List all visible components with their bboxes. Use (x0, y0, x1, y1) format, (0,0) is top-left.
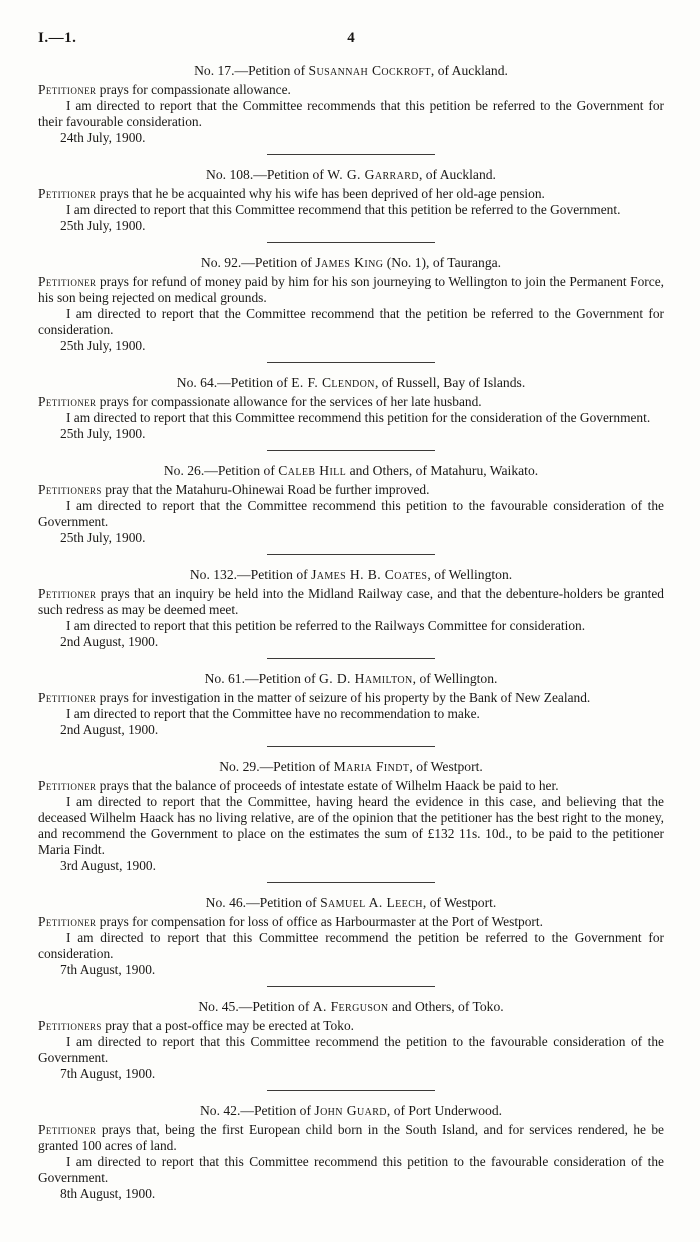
petitioner-lead: Petitioner (38, 690, 97, 705)
petitioner-name: G. D. Hamilton (319, 671, 413, 686)
section-divider (267, 986, 435, 987)
section-divider (267, 554, 435, 555)
petitioner-name: A. Ferguson (312, 999, 389, 1014)
committee-report: I am directed to report that this Committee recommend the petition be referred to the Government for consideration. (38, 930, 664, 961)
committee-report: I am directed to report that the Committee recommend that the petition be referred to the Government for consideration. (38, 306, 664, 337)
petitioner-lead: Petitioner (38, 186, 97, 201)
petitioner-name: W. G. Garrard (327, 167, 419, 182)
petition-heading-suffix: , of Auckland. (418, 167, 496, 182)
prayer-text: pray that the Matahuru-Ohinewai Road be further improved. (101, 482, 430, 497)
petition-heading-prefix: No. 92.—Petition of (200, 255, 316, 270)
committee-report: I am directed to report that the Committee have no recommendation to make. (66, 706, 480, 721)
page-header (38, 30, 664, 50)
petition-date: 24th July, 1900. (60, 130, 146, 145)
petition-heading (38, 758, 664, 775)
prayer-text: prays that, being the first European child born in the South Island, and for services rendered, he be granted 100 acres of land. (38, 1122, 664, 1153)
petition-date: 25th July, 1900. (60, 218, 146, 233)
prayer-text: prays that an inquiry be held into the Midland Railway case, and that the debenture-holders be granted such redress as may be deemed meet. (38, 586, 664, 617)
petition-entry (38, 166, 664, 243)
petition-prayer (38, 586, 664, 618)
petition-entry (38, 254, 664, 363)
committee-report: I am directed to report that this petition be referred to the Railways Committee for consideration. (66, 618, 586, 633)
prayer-text: prays for compassionate allowance. (96, 82, 291, 97)
petition-prayer (38, 482, 664, 498)
petition-prayer (38, 274, 664, 306)
petition-heading-prefix: No. 108.—Petition of (206, 167, 328, 182)
petition-entry (38, 462, 664, 555)
petition-prayer (38, 778, 664, 794)
petition-entry (38, 1102, 664, 1202)
petition-heading (38, 670, 664, 687)
petition-entry (38, 374, 664, 451)
petition-heading-suffix: , of Port Underwood. (386, 1103, 503, 1118)
petition-date: 25th July, 1900. (60, 426, 146, 441)
section-divider (267, 1090, 435, 1091)
paper-reference: I.—1. (38, 30, 77, 46)
prayer-text: prays that the balance of proceeds of intestate estate of Wilhelm Haack be paid to her. (96, 778, 559, 793)
petition-prayer (38, 186, 664, 202)
petition-date: 2nd August, 1900. (60, 722, 159, 737)
petition-prayer (38, 394, 664, 410)
petition-prayer (38, 1018, 664, 1034)
prayer-text: prays for refund of money paid by him for his son journeying to Wellington to join the Permanent Force, his son being rejected on medical grounds. (38, 274, 664, 305)
committee-report: I am directed to report that this Committee recommend the petition to the favourable consideration of the Government. (38, 1034, 664, 1065)
petition-date: 7th August, 1900. (60, 962, 156, 977)
prayer-text: prays for compassionate allowance for the services of her late husband. (96, 394, 482, 409)
petition-heading-prefix: No. 17.—Petition of (194, 63, 309, 78)
committee-report: I am directed to report that this Committee recommend this petition to the favourable consideration of the Government. (38, 1154, 664, 1185)
petition-heading (38, 998, 664, 1015)
petition-heading-prefix: No. 45.—Petition of (198, 999, 313, 1014)
petitioner-name: E. F. Clendon (291, 375, 375, 390)
petitioner-name: James King (315, 255, 384, 270)
petitioner-lead: Petitioner (38, 394, 97, 409)
page-number: 4 (347, 30, 355, 46)
petition-heading-prefix: No. 29.—Petition of (219, 759, 334, 774)
petition-prayer (38, 1122, 664, 1154)
petition-entry (38, 566, 664, 659)
committee-report: I am directed to report that the Committee recommends that this petition be referred to the Government for their favourable consideration. (38, 98, 664, 129)
petition-prayer (38, 914, 664, 930)
section-divider (267, 242, 435, 243)
petitions-list (38, 62, 664, 1202)
petitioner-name: Susannah Cockroft (308, 63, 431, 78)
petition-heading (38, 62, 664, 79)
petition-heading (38, 1102, 664, 1119)
petitioner-lead: Petitioner (38, 1122, 97, 1137)
prayer-text: prays for investigation in the matter of seizure of his property by the Bank of New Zealand. (96, 690, 591, 705)
petition-heading-suffix: , of Russell, Bay of Islands. (374, 375, 526, 390)
prayer-text: prays that he be acquainted why his wife has been deprived of her old-age pension. (96, 186, 545, 201)
petition-entry (38, 62, 664, 155)
petition-heading (38, 166, 664, 183)
petition-heading-prefix: No. 42.—Petition of (199, 1103, 315, 1118)
petitioner-lead: Petitioner (38, 82, 97, 97)
petition-date: 8th August, 1900. (60, 1186, 156, 1201)
section-divider (267, 658, 435, 659)
section-divider (267, 450, 435, 451)
petitioner-name: Maria Findt (333, 759, 410, 774)
petition-date: 25th July, 1900. (60, 530, 146, 545)
petitioner-name: Samuel A. Leech (320, 895, 423, 910)
petition-entry (38, 670, 664, 747)
petitioner-lead: Petitioners (38, 1018, 102, 1033)
petitioner-lead: Petitioner (38, 914, 97, 929)
petition-heading-prefix: No. 64.—Petition of (176, 375, 292, 390)
petitioner-lead: Petitioners (38, 482, 102, 497)
petitioner-name: Caleb Hill (278, 463, 347, 478)
petition-heading-prefix: No. 61.—Petition of (204, 671, 319, 686)
petitioner-lead: Petitioner (38, 778, 97, 793)
petition-prayer (38, 82, 664, 98)
committee-report: I am directed to report that this Committee recommend that this petition be referred to the Government. (66, 202, 621, 217)
petition-entry (38, 758, 664, 883)
petition-heading-suffix: , of Westport. (422, 895, 497, 910)
petition-entry (38, 894, 664, 987)
petitioner-lead: Petitioner (38, 586, 97, 601)
petition-heading-suffix: , of Auckland. (430, 63, 508, 78)
petition-heading (38, 254, 664, 271)
petition-heading-suffix: and Others, of Toko. (388, 999, 504, 1014)
petition-heading-suffix: (No. 1), of Tauranga. (383, 255, 502, 270)
committee-report: I am directed to report that this Committee recommend this petition for the consideration of the Government. (66, 410, 651, 425)
petition-heading-suffix: , of Wellington. (412, 671, 498, 686)
petitioner-name: James H. B. Coates (311, 567, 428, 582)
petition-entry (38, 998, 664, 1091)
prayer-text: pray that a post-office may be erected at Toko. (101, 1018, 354, 1033)
petition-heading (38, 462, 664, 479)
petition-heading (38, 894, 664, 911)
petition-heading (38, 374, 664, 391)
petition-heading-prefix: No. 46.—Petition of (205, 895, 321, 910)
petition-heading-prefix: No. 26.—Petition of (163, 463, 279, 478)
petition-date: 25th July, 1900. (60, 338, 146, 353)
section-divider (267, 362, 435, 363)
section-divider (267, 154, 435, 155)
petitioner-name: John Guard (314, 1103, 387, 1118)
petitioner-lead: Petitioner (38, 274, 97, 289)
committee-report: I am directed to report that the Committee recommend this petition to the favourable consideration of the Government. (38, 498, 664, 529)
petition-heading-suffix: and Others, of Matahuru, Waikato. (346, 463, 539, 478)
petition-date: 7th August, 1900. (60, 1066, 156, 1081)
petition-heading-suffix: , of Wellington. (427, 567, 513, 582)
section-divider (267, 882, 435, 883)
section-divider (267, 746, 435, 747)
petition-heading-suffix: , of Westport. (409, 759, 483, 774)
petition-date: 2nd August, 1900. (60, 634, 159, 649)
petition-prayer (38, 690, 664, 706)
petition-heading-prefix: No. 132.—Petition of (189, 567, 312, 582)
petition-heading (38, 566, 664, 583)
committee-report: I am directed to report that the Committee, having heard the evidence in this case, and believing that the deceased Wilhelm Haack has no living relative, are of the opinion that the petitioner has the best right to the money, and recommend the Government to place on the estimates the sum of £132 11s. 10d., to be paid to the petitioner Maria Findt. (38, 794, 664, 857)
prayer-text: prays for compensation for loss of office as Harbourmaster at the Port of Westport. (96, 914, 543, 929)
petition-date: 3rd August, 1900. (60, 858, 156, 873)
